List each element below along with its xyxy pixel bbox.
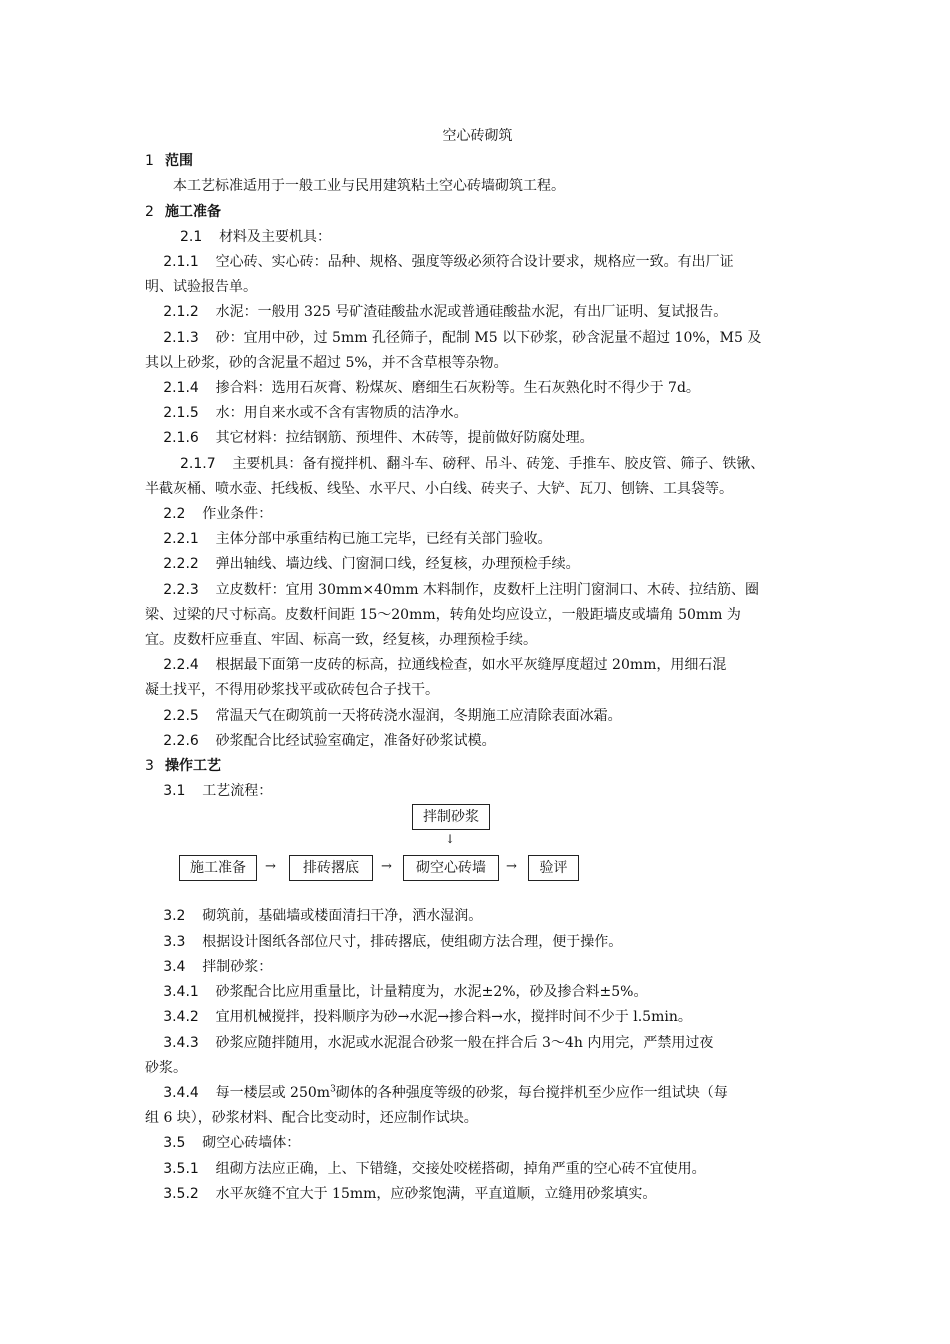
clause-2-1-1-cont: 明、试验报告单。 [145,279,257,296]
document-title: 空心砖砌筑 [442,128,513,144]
clause-3-4-2: 3.4.2 宜用机械搅拌，投料顺序为砂→水泥→掺合料→水，搅拌时间不少于 l.5min。 [163,1009,692,1026]
clause-2-1-2: 2.1.2 水泥：一般用 325 号矿渣硅酸盐水泥或普通硅酸盐水泥，有出厂证明、复试报告。 [163,304,728,321]
clause-2-2-2: 2.2.2 弹出轴线、墙边线、门窗洞口线，经复核，办理预检手续。 [163,556,580,573]
clause-3-4-3-cont: 砂浆。 [145,1059,187,1076]
flow-arrow-1: → [265,859,276,875]
clause-2-2-3: 2.2.3 立皮数杆：宜用 30mm×40mm 木料制作，皮数杆上注明门窗洞口、木砖、拉结筋、圈 [163,581,759,598]
clause-3-5-2: 3.5.2 水平灰缝不宜大于 15mm，应砂浆饱满，平直道顺，立缝用砂浆填实。 [163,1185,657,1202]
flow-box-evaluation: 验评 [528,855,579,881]
clause-2-1-3: 2.1.3 砂：宜用中砂，过 5mm 孔径筛子，配制 M5 以下砂浆，砂含泥量不超过 10%，M5 及 [163,329,762,346]
flow-box-layout-bricks: 排砖撂底 [289,855,373,881]
clause-3-4-3: 3.4.3 砂浆应随拌随用，水泥或水泥混合砂浆一般在拌合后 3～4h 内用完，严禁用过夜 [163,1034,714,1051]
clause-2-2-1: 2.2.1 主体分部中承重结构已施工完毕，已经有关部门验收。 [163,531,552,548]
clause-3-4-4-cont: 组 6 块），砂浆材料、配合比变动时，还应制作试块。 [145,1110,478,1127]
clause-3-5-1: 3.5.1 组砌方法应正确，上、下错缝，交接处咬槎搭砌，掉角严重的空心砖不宜使用。 [163,1160,706,1177]
section-2-heading: 2 施工准备 [145,203,221,220]
flow-arrow-3: → [506,859,517,875]
clause-3-2: 3.2 砌筑前，基础墙或楼面清扫干净，洒水湿润。 [163,908,483,925]
clause-2-1-7: 2.1.7 主要机具：备有搅拌机、翻斗车、磅秤、吊斗、砖笼、手推车、胶皮管、筛子、铁锹、 [180,455,765,472]
section-3-heading: 3 操作工艺 [145,758,221,775]
clause-2-2-4: 2.2.4 根据最下面第一皮砖的标高，拉通线检查，如水平灰缝厚度超过 20mm，用细石混 [163,657,727,674]
clause-2-2-5: 2.2.5 常温天气在砌筑前一天将砖浇水湿润，冬期施工应清除表面冰霜。 [163,707,622,724]
flow-box-preparation: 施工准备 [179,855,257,881]
clause-3-1: 3.1 工艺流程： [163,783,273,800]
clause-2-1-5: 2.1.5 水：用自来水或不含有害物质的洁净水。 [163,405,468,422]
clause-2-1-7-cont: 半截灰桶、喷水壶、托线板、线坠、水平尺、小白线、砖夹子、大铲、瓦刀、刨锛、工具袋等。 [145,480,733,497]
clause-2-1-3-cont: 其以上砂浆，砂的含泥量不超过 5%，并不含草根等杂物。 [145,354,508,371]
flow-box-lay-wall: 砌空心砖墙 [403,855,499,881]
clause-2-2-3-cont2: 宜。皮数杆应垂直、牢固、标高一致，经复核，办理预检手续。 [145,632,537,649]
document-page [145,124,810,1207]
clause-3-4-1: 3.4.1 砂浆配合比应用重量比，计量精度为，水泥±2%，砂及掺合料±5%。 [163,984,648,1001]
clause-2-2-3-cont: 梁、过梁的尺寸标高。皮数杆间距 15～20mm，转角处均应设立，一般距墙皮或墙角 50mm 为 [145,606,741,623]
clause-2-2-4-cont: 凝土找平，不得用砂浆找平或砍砖包合子找干。 [145,682,439,699]
clause-2-1-6: 2.1.6 其它材料：拉结钢筋、预埋件、木砖等，提前做好防腐处理。 [163,430,594,447]
clause-2-1: 2.1 材料及主要机具： [180,228,332,245]
flow-arrow-down: ↓ [445,832,456,847]
section-1-text: 本工艺标准适用于一般工业与民用建筑粘土空心砖墙砌筑工程。 [173,178,565,195]
clause-2-2-6: 2.2.6 砂浆配合比经试验室确定，准备好砂浆试模。 [163,732,496,749]
clause-3-3: 3.3 根据设计图纸各部位尺寸，排砖撂底，使组砌方法合理，便于操作。 [163,933,623,950]
clause-2-2: 2.2 作业条件： [163,506,273,523]
clause-3-4: 3.4 拌制砂浆： [163,958,273,975]
clause-3-4-4: 3.4.4 每一楼层或 $250m^3$砌体的各种强度等级的砂浆，每台搅拌机至少应作一组试块（每 [163,1084,728,1101]
clause-2-1-1: 2.1.1 空心砖、实心砖：品种、规格、强度等级必须符合设计要求，规格应一致。有出厂证 [163,254,734,271]
flow-arrow-2: → [381,859,392,875]
clause-2-1-4: 2.1.4 掺合料：选用石灰膏、粉煤灰、磨细生石灰粉等。生石灰熟化时不得少于 7d。 [163,380,700,397]
clause-3-5: 3.5 砌空心砖墙体： [163,1135,301,1152]
flow-box-mix-mortar: 拌制砂浆 [412,804,490,830]
process-flow-diagram [145,804,810,904]
section-1-heading: 1 范围 [145,153,193,170]
